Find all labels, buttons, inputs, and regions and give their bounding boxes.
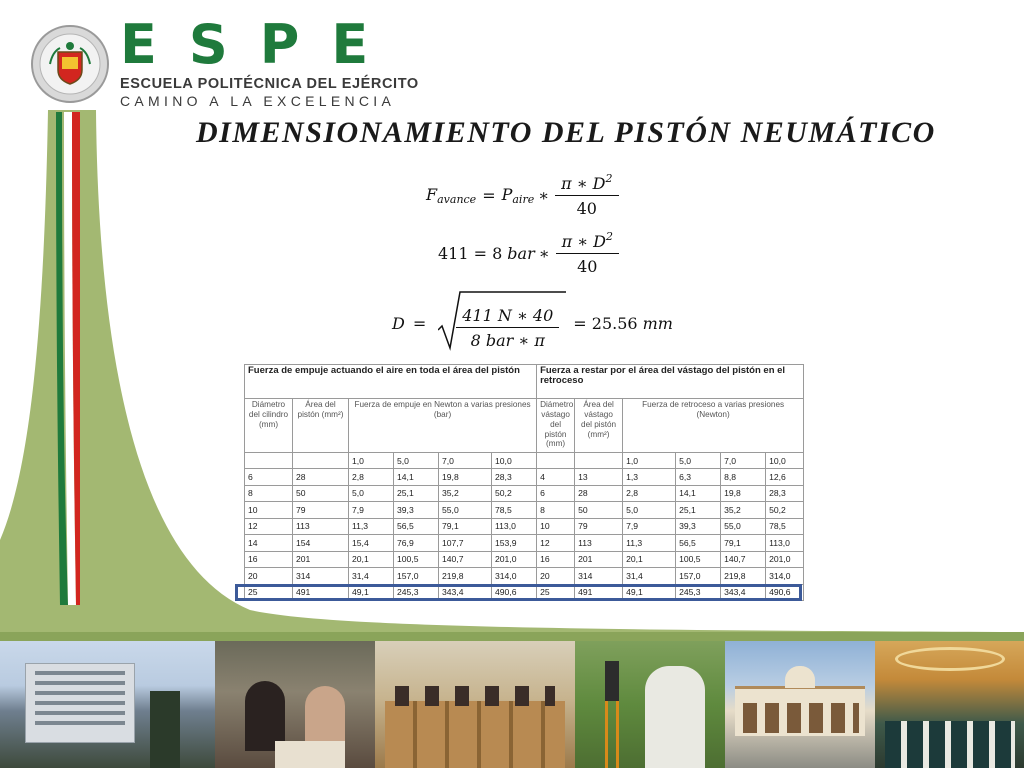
table-cell: 39,3 — [676, 518, 721, 535]
table-cell: 31,4 — [623, 568, 676, 585]
page-title: DIMENSIONAMIENTO DEL PISTÓN NEUMÁTICO — [196, 116, 936, 149]
table-cell: 14 — [245, 535, 293, 552]
table-cell: 6 — [245, 469, 293, 486]
table-cell: 7,9 — [623, 518, 676, 535]
table-cell: 5,0 — [623, 502, 676, 519]
espe-brand — [120, 13, 419, 109]
table-cell: 157,0 — [394, 568, 439, 585]
table-cell: 343,4 — [439, 584, 492, 601]
table-cell: 55,0 — [721, 518, 766, 535]
eq1-rhs: $P_{aire}$ — [501, 184, 535, 206]
pressure-label: 5,0 — [676, 453, 721, 469]
col-header: Área del vástago del pistón (mm²) — [575, 399, 623, 453]
table-cell: 343,4 — [721, 584, 766, 601]
pressure-label: 5,0 — [394, 453, 439, 469]
table-cell: 201 — [293, 551, 349, 568]
table-cell: 491 — [575, 584, 623, 601]
table-cell: 153,9 — [492, 535, 537, 552]
table-cell: 20,1 — [623, 551, 676, 568]
table-cell: 245,3 — [394, 584, 439, 601]
table-cell: 50 — [293, 485, 349, 502]
table-cell: 107,7 — [439, 535, 492, 552]
equation-substitution: 411 = 8 bar ∗ $\frac{\pi ∗ D^2}{40}$ — [438, 230, 619, 276]
table-cell: 50,2 — [766, 502, 804, 519]
table-cell: 6,3 — [676, 469, 721, 486]
campus-building-photo — [0, 641, 215, 768]
table-cell: 25 — [245, 584, 293, 601]
eq2-fraction: $\frac{\pi ∗ D^2}{40}$ — [556, 230, 619, 276]
surveying-photo — [575, 641, 725, 768]
table-cell: 79 — [575, 518, 623, 535]
equation-diameter: D = $\frac{411 N ∗ 40}{\text{8 bar ∗ π}}$ = 25.56 mm — [392, 296, 673, 350]
table-cell: 140,7 — [721, 551, 766, 568]
table-cell: 100,5 — [394, 551, 439, 568]
table-cell: 12 — [245, 518, 293, 535]
students-study-photo — [215, 641, 375, 768]
eq1-lhs: $F_{avance}$ — [426, 184, 477, 206]
table-cell: 113 — [293, 518, 349, 535]
eq2-lhs: 411 = 8 — [438, 243, 503, 263]
table-cell: 12 — [537, 535, 575, 552]
table-cell: 16 — [245, 551, 293, 568]
pressure-label: 7,0 — [439, 453, 492, 469]
table-cell: 113,0 — [766, 535, 804, 552]
table-cell: 490,6 — [766, 584, 804, 601]
table-cell: 2,8 — [349, 469, 394, 486]
table-cell: 20,1 — [349, 551, 394, 568]
table-cell: 8 — [537, 502, 575, 519]
table-cell: 219,8 — [721, 568, 766, 585]
table-row — [245, 584, 804, 601]
table-cell: 314 — [293, 568, 349, 585]
brand-letter: P — [259, 13, 302, 76]
table-cell: 76,9 — [394, 535, 439, 552]
table-cell: 25 — [537, 584, 575, 601]
pressure-label: 7,0 — [721, 453, 766, 469]
historic-building-photo — [725, 641, 875, 768]
table-cell: 56,5 — [676, 535, 721, 552]
square-root — [438, 296, 559, 350]
table-cell: 314,0 — [766, 568, 804, 585]
table-cell: 39,3 — [394, 502, 439, 519]
pressure-label: 10,0 — [766, 453, 804, 469]
table-row — [245, 485, 804, 502]
table-cell: 11,3 — [623, 535, 676, 552]
table-cell: 16 — [537, 551, 575, 568]
table-row — [245, 469, 804, 486]
pressure-label: 10,0 — [492, 453, 537, 469]
table-cell: 19,8 — [721, 485, 766, 502]
radical-sign-icon — [438, 290, 568, 352]
table-cell: 5,0 — [349, 485, 394, 502]
table-row — [245, 502, 804, 519]
table-cell: 10 — [537, 518, 575, 535]
left-section-title: Fuerza de empuje actuando el aire en toda el área del pistón — [245, 365, 537, 399]
table-cell: 56,5 — [394, 518, 439, 535]
eq3-result: = 25.56 — [573, 313, 638, 333]
table-cell: 28,3 — [766, 485, 804, 502]
equation-force: $F_{avance}$ = $P_{aire}$ ∗ $\frac{\pi ∗ D^2}{40}$ — [426, 172, 619, 218]
table-cell: 10 — [245, 502, 293, 519]
table-cell: 20 — [537, 568, 575, 585]
table-cell: 154 — [293, 535, 349, 552]
col-header: Fuerza de retroceso a varias presiones (Newton) — [623, 399, 804, 453]
table-cell: 6 — [537, 485, 575, 502]
table-cell: 113,0 — [492, 518, 537, 535]
table-cell: 201,0 — [492, 551, 537, 568]
table-cell: 28 — [575, 485, 623, 502]
table-cell: 15,4 — [349, 535, 394, 552]
table-cell: 28 — [293, 469, 349, 486]
table-cell: 19,8 — [439, 469, 492, 486]
table-cell: 25,1 — [394, 485, 439, 502]
table-row — [245, 551, 804, 568]
table-cell: 1,3 — [623, 469, 676, 486]
table-row — [245, 535, 804, 552]
institution-name: ESCUELA POLITÉCNICA DEL EJÉRCITO — [120, 76, 419, 92]
table-cell: 201 — [575, 551, 623, 568]
table-cell: 20 — [245, 568, 293, 585]
table-cell: 219,8 — [439, 568, 492, 585]
brand-letter: E — [120, 13, 159, 76]
piston-force-table — [244, 364, 804, 601]
brand-letter: S — [188, 13, 230, 76]
table-cell: 50 — [575, 502, 623, 519]
table-cell: 7,9 — [349, 502, 394, 519]
table-cell: 31,4 — [349, 568, 394, 585]
table-cell: 28,3 — [492, 469, 537, 486]
eq3-fraction: $\frac{411 N ∗ 40}{\text{8 bar ∗ π}}$ — [456, 300, 559, 350]
institution-motto: CAMINO A LA EXCELENCIA — [120, 93, 396, 109]
col-header: Diámetro vástago del pistón (mm) — [537, 399, 575, 453]
table-cell: 49,1 — [623, 584, 676, 601]
brand-letter: E — [331, 13, 371, 76]
table-cell: 8 — [245, 485, 293, 502]
right-section-title: Fuerza a restar por el área del vástago del pistón en el retroceso — [537, 365, 804, 399]
eq3-unit: mm — [642, 313, 673, 333]
table-cell: 49,1 — [349, 584, 394, 601]
table-cell: 314,0 — [492, 568, 537, 585]
table-row — [245, 518, 804, 535]
table-cell: 14,1 — [676, 485, 721, 502]
table-cell: 50,2 — [492, 485, 537, 502]
col-header: Área del pistón (mm²) — [293, 399, 349, 453]
table-cell: 100,5 — [676, 551, 721, 568]
table-cell: 201,0 — [766, 551, 804, 568]
table-cell: 4 — [537, 469, 575, 486]
pressure-label: 1,0 — [349, 453, 394, 469]
table-cell: 113 — [575, 535, 623, 552]
table-cell: 13 — [575, 469, 623, 486]
col-header: Fuerza de empuje en Newton a varias presiones (bar) — [349, 399, 537, 453]
table-cell: 490,6 — [492, 584, 537, 601]
table-cell: 2,8 — [623, 485, 676, 502]
espe-seal-logo — [30, 24, 110, 104]
table-cell: 314 — [575, 568, 623, 585]
photo-strip — [0, 641, 1024, 768]
table-row — [245, 568, 804, 585]
table-cell: 8,8 — [721, 469, 766, 486]
table-cell: 491 — [293, 584, 349, 601]
table-cell: 12,6 — [766, 469, 804, 486]
table-cell: 79,1 — [439, 518, 492, 535]
table-cell: 25,1 — [676, 502, 721, 519]
table-cell: 157,0 — [676, 568, 721, 585]
table-cell: 14,1 — [394, 469, 439, 486]
col-header: Diámetro del cilindro (mm) — [245, 399, 293, 453]
pressure-header-row — [245, 453, 804, 469]
auditorium-photo — [875, 641, 1024, 768]
eq1-fraction: $\frac{\pi ∗ D^2}{40}$ — [555, 172, 618, 218]
table-cell: 140,7 — [439, 551, 492, 568]
eq2-unit: bar — [507, 243, 535, 263]
classroom-photo — [375, 641, 575, 768]
table-cell: 245,3 — [676, 584, 721, 601]
table-cell: 78,5 — [492, 502, 537, 519]
table-cell: 55,0 — [439, 502, 492, 519]
pressure-label: 1,0 — [623, 453, 676, 469]
table-cell: 79,1 — [721, 535, 766, 552]
table-cell: 79 — [293, 502, 349, 519]
table-body — [245, 469, 804, 601]
table-cell: 35,2 — [439, 485, 492, 502]
table-cell: 78,5 — [766, 518, 804, 535]
table-cell: 35,2 — [721, 502, 766, 519]
table-cell: 11,3 — [349, 518, 394, 535]
eq3-lhs: D — [392, 313, 405, 333]
brand-letters — [120, 13, 419, 76]
